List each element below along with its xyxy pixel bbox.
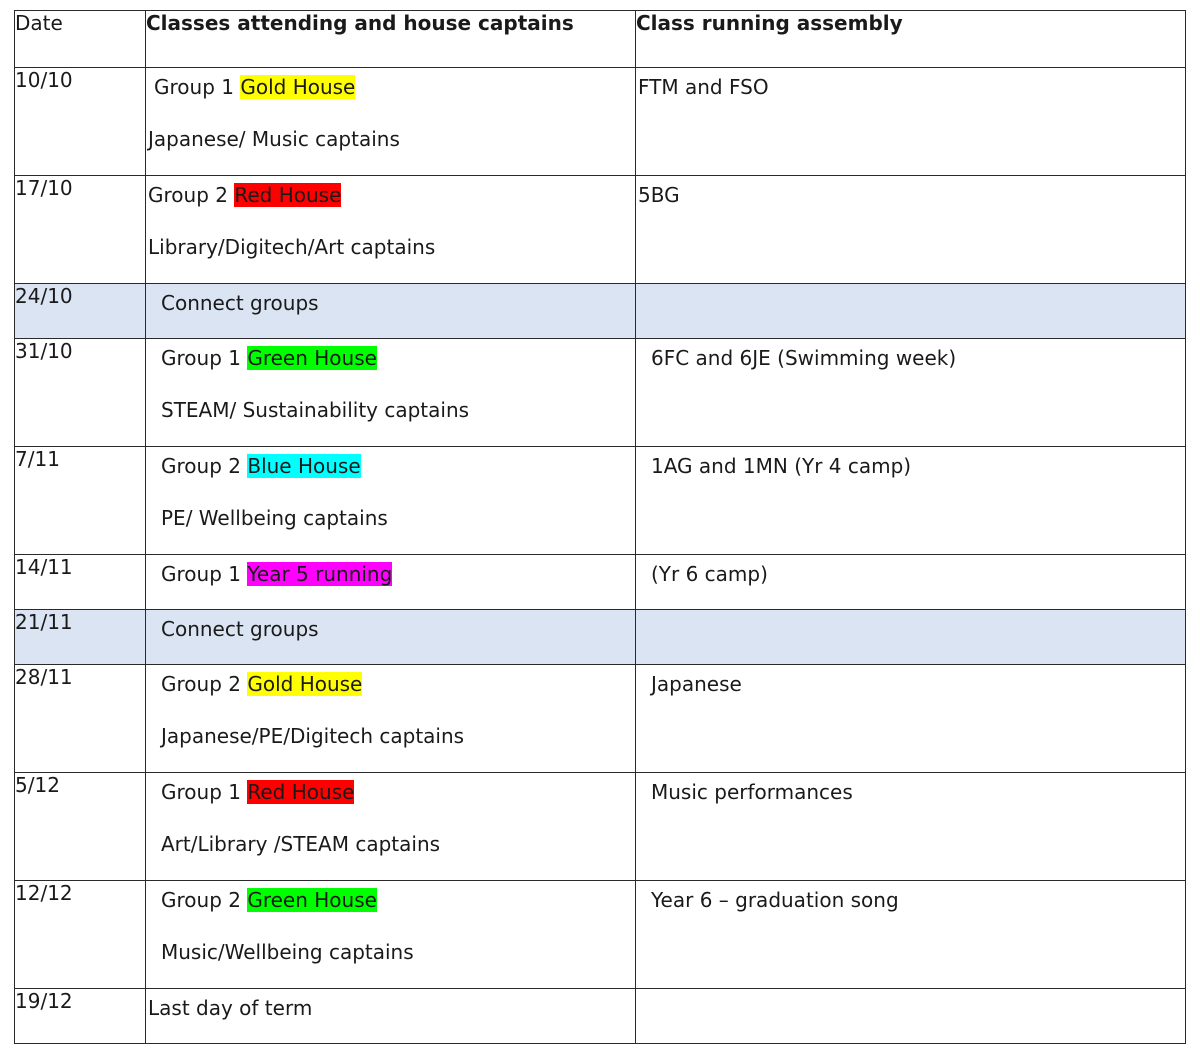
group-label: Group 2 bbox=[161, 454, 241, 478]
captains-line: Library/Digitech/Art captains bbox=[148, 235, 436, 259]
group-label: Group 2 bbox=[161, 672, 241, 696]
table-row bbox=[15, 68, 1186, 176]
captains-line: Japanese/ Music captains bbox=[148, 127, 400, 151]
group-label: Last day of term bbox=[148, 996, 313, 1020]
assembly-text: (Yr 6 camp) bbox=[651, 562, 768, 586]
table-row bbox=[15, 555, 1186, 610]
table-row bbox=[15, 176, 1186, 284]
row-classes bbox=[146, 881, 636, 989]
header-date: Date bbox=[15, 11, 146, 68]
group-line bbox=[146, 672, 635, 696]
row-assembly bbox=[636, 68, 1186, 176]
table-row bbox=[15, 881, 1186, 989]
house-highlight: Blue House bbox=[247, 454, 361, 478]
row-assembly bbox=[636, 339, 1186, 447]
assembly-text: 6FC and 6JE (Swimming week) bbox=[651, 346, 957, 370]
row-classes bbox=[146, 665, 636, 773]
row-date: 28/11 bbox=[15, 665, 146, 773]
row-date: 10/10 bbox=[15, 68, 146, 176]
header-row bbox=[15, 11, 1186, 68]
group-line bbox=[146, 183, 635, 207]
captains-line: Japanese/PE/Digitech captains bbox=[161, 724, 465, 748]
group-label: Group 1 bbox=[161, 346, 241, 370]
house-highlight: Red House bbox=[234, 183, 342, 207]
table-row bbox=[15, 773, 1186, 881]
row-date: 14/11 bbox=[15, 555, 146, 610]
captains-line: PE/ Wellbeing captains bbox=[161, 506, 388, 530]
row-classes bbox=[146, 610, 636, 665]
house-highlight: Red House bbox=[247, 780, 355, 804]
group-label: Connect groups bbox=[161, 617, 319, 641]
row-assembly bbox=[636, 989, 1186, 1044]
assembly-text: Japanese bbox=[651, 672, 742, 696]
header-classes: Classes attending and house captains bbox=[146, 11, 636, 68]
assembly-text: Year 6 – graduation song bbox=[651, 888, 899, 912]
row-date: 5/12 bbox=[15, 773, 146, 881]
assembly-text: 5BG bbox=[638, 183, 680, 207]
row-date: 19/12 bbox=[15, 989, 146, 1044]
house-highlight: Gold House bbox=[247, 672, 363, 696]
row-assembly bbox=[636, 284, 1186, 339]
table-row bbox=[15, 339, 1186, 447]
group-label: Group 1 bbox=[161, 780, 241, 804]
group-label: Group 2 bbox=[148, 183, 228, 207]
group-label: Group 2 bbox=[161, 888, 241, 912]
table-row bbox=[15, 610, 1186, 665]
assembly-text: Music performances bbox=[651, 780, 853, 804]
row-classes bbox=[146, 773, 636, 881]
house-highlight: Green House bbox=[247, 346, 377, 370]
assembly-schedule-table bbox=[14, 10, 1186, 1044]
group-label: Connect groups bbox=[161, 291, 319, 315]
row-date: 24/10 bbox=[15, 284, 146, 339]
row-classes bbox=[146, 447, 636, 555]
group-label: Group 1 bbox=[161, 562, 241, 586]
row-classes bbox=[146, 284, 636, 339]
captains-line: Music/Wellbeing captains bbox=[161, 940, 414, 964]
row-date: 31/10 bbox=[15, 339, 146, 447]
row-date: 12/12 bbox=[15, 881, 146, 989]
assembly-text: FTM and FSO bbox=[638, 75, 769, 99]
row-assembly bbox=[636, 176, 1186, 284]
captains-line: STEAM/ Sustainability captains bbox=[161, 398, 470, 422]
row-assembly bbox=[636, 555, 1186, 610]
house-highlight: Gold House bbox=[240, 75, 356, 99]
table-row bbox=[15, 665, 1186, 773]
row-classes bbox=[146, 68, 636, 176]
table-row bbox=[15, 447, 1186, 555]
row-classes bbox=[146, 176, 636, 284]
row-assembly bbox=[636, 610, 1186, 665]
house-highlight: Green House bbox=[247, 888, 377, 912]
group-line bbox=[146, 346, 635, 370]
group-line bbox=[146, 780, 635, 804]
group-line bbox=[146, 75, 635, 99]
captains-line: Art/Library /STEAM captains bbox=[161, 832, 441, 856]
row-assembly bbox=[636, 773, 1186, 881]
header-assembly: Class running assembly bbox=[636, 11, 1186, 68]
house-highlight: Year 5 running bbox=[247, 562, 393, 586]
row-assembly bbox=[636, 665, 1186, 773]
row-assembly bbox=[636, 881, 1186, 989]
assembly-text: 1AG and 1MN (Yr 4 camp) bbox=[651, 454, 912, 478]
row-classes bbox=[146, 989, 636, 1044]
group-label: Group 1 bbox=[154, 75, 234, 99]
group-line bbox=[146, 888, 635, 912]
row-classes bbox=[146, 555, 636, 610]
group-line bbox=[146, 454, 635, 478]
row-date: 21/11 bbox=[15, 610, 146, 665]
table-row bbox=[15, 989, 1186, 1044]
row-assembly bbox=[636, 447, 1186, 555]
row-classes bbox=[146, 339, 636, 447]
table-row bbox=[15, 284, 1186, 339]
row-date: 7/11 bbox=[15, 447, 146, 555]
row-date: 17/10 bbox=[15, 176, 146, 284]
group-line bbox=[146, 562, 635, 586]
